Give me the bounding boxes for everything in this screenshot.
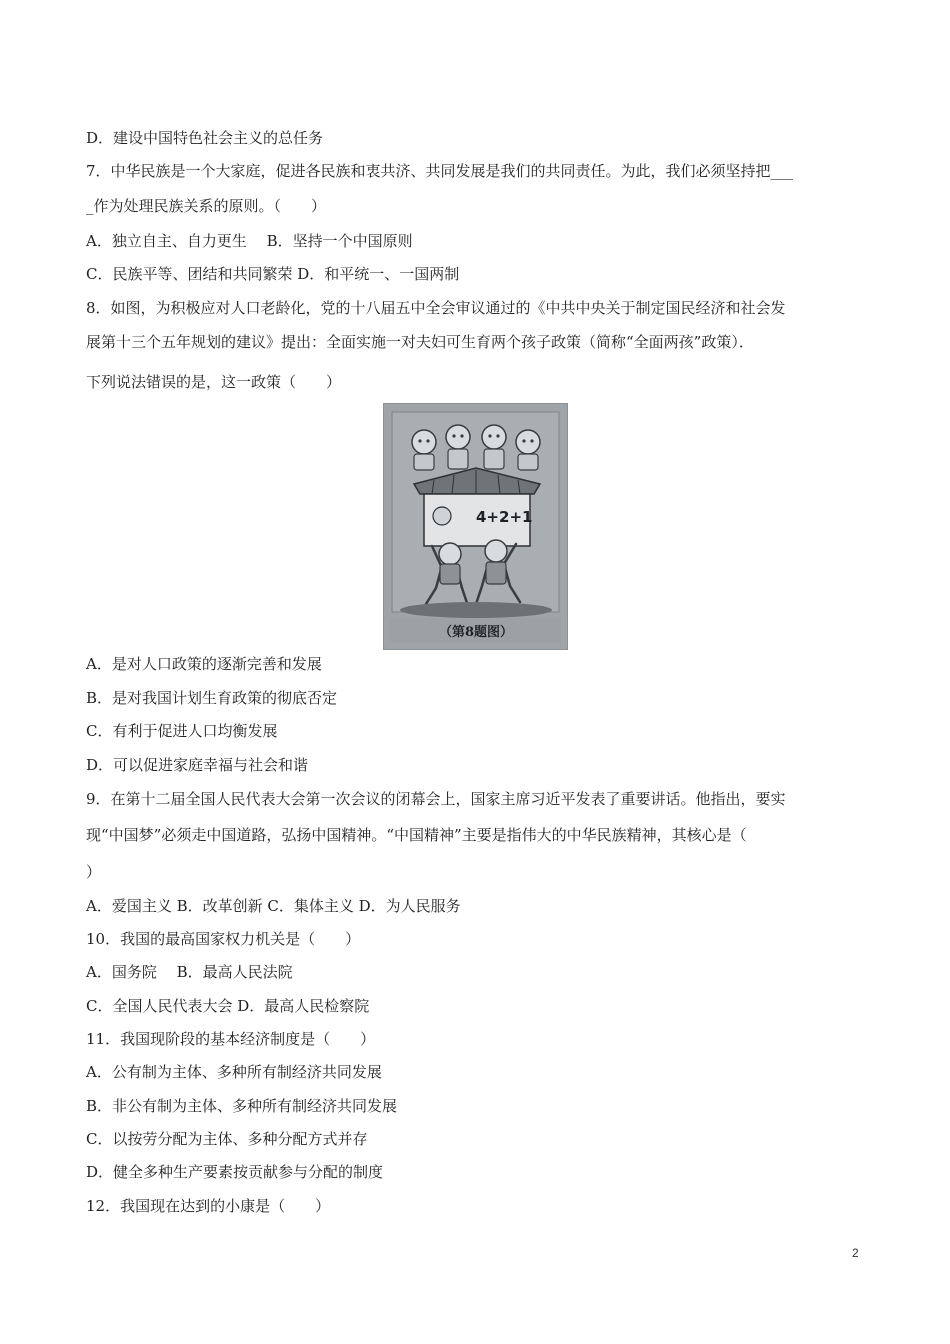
question-7-line-1: 7．中华民族是一个大家庭，促进各民族和衷共济、共同发展是我们的共同责任。为此，我们必须坚持把___ (86, 162, 794, 180)
question-9-line-3: ） (86, 863, 102, 881)
option-8d: D．可以促进家庭幸福与社会和谐 (86, 756, 309, 774)
question-9-line-1: 9．在第十二届全国人民代表大会第一次会议的闭幕会上，国家主席习近平发表了重要讲话。他指出，要实 (86, 790, 786, 808)
option-11b: B．非公有制为主体、多种所有制经济共同发展 (86, 1097, 398, 1115)
option-8a: A．是对人口政策的逐渐完善和发展 (86, 655, 322, 673)
question-8-line-2: 展第十三个五年规划的建议》提出：全面实施一对夫妇可生育两个孩子政策（简称“全面两孩”政策）． (86, 333, 754, 351)
family-cartoon-illustration (384, 404, 567, 649)
page-number: 2 (852, 1246, 859, 1260)
option-11c: C．以按劳分配为主体、多种分配方式并存 (86, 1130, 368, 1148)
option-8b: B．是对我国计划生育政策的彻底否定 (86, 689, 338, 707)
question-12: 12．我国现在达到的小康是（ ） (86, 1197, 331, 1215)
question-7-line-2: _作为处理民族关系的原则。（ ） (86, 197, 327, 215)
options-10ab: A．国务院 B．最高人民法院 (86, 963, 293, 981)
question-11: 11．我国现阶段的基本经济制度是（ ） (86, 1030, 376, 1048)
options-7ab: A．独立自主、自力更生 B．坚持一个中国原则 (86, 232, 413, 250)
question-8-figure (383, 403, 568, 650)
figure-caption: （第8题图） (438, 625, 514, 640)
question-10: 10．我国的最高国家权力机关是（ ） (86, 930, 361, 948)
option-11a: A．公有制为主体、多种所有制经济共同发展 (86, 1063, 382, 1081)
house-label: 4+2+1 (476, 508, 533, 526)
options-7cd: C．民族平等、团结和共同繁荣 D．和平统一、一国两制 (86, 265, 460, 283)
options-9: A．爱国主义 B．改革创新 C．集体主义 D．为人民服务 (86, 897, 461, 915)
option-8c: C．有利于促进人口均衡发展 (86, 722, 278, 740)
option-6d: D．建设中国特色社会主义的总任务 (86, 129, 324, 147)
options-10cd: C．全国人民代表大会 D．最高人民检察院 (86, 997, 370, 1015)
option-11d: D．健全多种生产要素按贡献参与分配的制度 (86, 1163, 384, 1181)
question-9-line-2: 现“中国梦”必须走中国道路，弘扬中国精神。“中国精神”主要是指伟大的中华民族精神，其核心是（ (86, 826, 747, 844)
question-8-line-1: 8．如图，为积极应对人口老龄化，党的十八届五中全会审议通过的《中共中央关于制定国民经济和社会发 (86, 299, 786, 317)
question-8-line-3: 下列说法错误的是，这一政策（ ） (86, 373, 342, 391)
